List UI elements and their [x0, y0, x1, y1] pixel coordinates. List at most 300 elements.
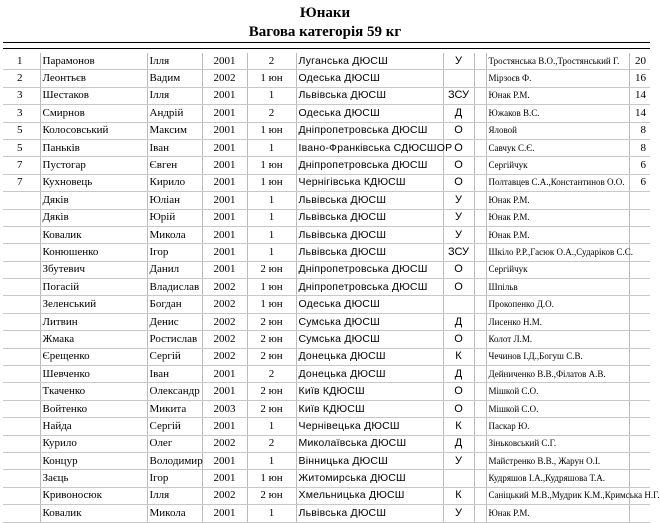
surname-cell: Смирнов [40, 105, 147, 122]
spacer-cell [474, 505, 486, 522]
surname-cell: Войтенко [40, 400, 147, 417]
rank-cell: 1 [247, 244, 296, 261]
org-cell: О [443, 122, 474, 139]
region-cell: Дніпропетровська ДЮСШ [296, 157, 443, 174]
table-row [3, 452, 650, 469]
year-cell: 2001 [202, 366, 247, 383]
spacer-cell [474, 487, 486, 504]
surname-cell: Паньків [40, 139, 147, 156]
rank-cell: 2 [247, 105, 296, 122]
surname-cell: Парамонов [40, 53, 147, 70]
coach-cell: Савчук С.Є. [486, 139, 629, 156]
org-cell: Д [443, 313, 474, 330]
spacer-cell [474, 418, 486, 435]
place-cell [3, 244, 40, 261]
surname-cell: Ковалик [40, 226, 147, 243]
place-cell [3, 226, 40, 243]
region-cell: Луганська ДЮСШ [296, 53, 443, 70]
region-cell: Хмельницька ДЮСШ [296, 487, 443, 504]
points-cell: 8 [629, 122, 650, 139]
table-row [3, 279, 650, 296]
coach-cell: Майстренко В.В., Жарун О.І. [486, 452, 629, 469]
name-cell: Іван [147, 366, 202, 383]
region-cell: Львівська ДЮСШ [296, 244, 443, 261]
org-cell: У [443, 226, 474, 243]
rank-cell: 1 [247, 192, 296, 209]
place-cell [3, 279, 40, 296]
table-row [3, 174, 650, 191]
spacer-cell [474, 174, 486, 191]
coach-cell: Дейниченко В.В.,Філатов А.В. [486, 366, 629, 383]
spacer-cell [474, 53, 486, 70]
table-row [3, 348, 650, 365]
points-cell: 14 [629, 87, 650, 104]
surname-cell: Найда [40, 418, 147, 435]
table-row [3, 400, 650, 417]
place-cell: 7 [3, 174, 40, 191]
points-cell [629, 296, 650, 313]
place-cell: 3 [3, 105, 40, 122]
rank-cell: 1 юн [247, 70, 296, 87]
place-cell: 5 [3, 139, 40, 156]
region-cell: Івано-Франківська СДЮСШОР [296, 139, 443, 156]
org-cell: О [443, 139, 474, 156]
coach-cell: Юнак Р.М. [486, 226, 629, 243]
rank-cell: 2 [247, 435, 296, 452]
name-cell: Іван [147, 139, 202, 156]
coach-cell: Мішкой С.О. [486, 400, 629, 417]
coach-cell: Сергійчук [486, 261, 629, 278]
spacer-cell [474, 383, 486, 400]
points-cell [629, 505, 650, 522]
surname-cell: Ковалик [40, 505, 147, 522]
org-cell [443, 470, 474, 487]
table-row [3, 70, 650, 87]
region-cell: Миколаївська ДЮСШ [296, 435, 443, 452]
spacer-cell [474, 279, 486, 296]
year-cell: 2002 [202, 348, 247, 365]
points-cell: 6 [629, 174, 650, 191]
rank-cell: 2 юн [247, 487, 296, 504]
rank-cell: 1 [247, 505, 296, 522]
surname-cell: Леонтьєв [40, 70, 147, 87]
table-row [3, 296, 650, 313]
coach-cell: Южаков В.С. [486, 105, 629, 122]
place-cell [3, 400, 40, 417]
region-cell: Донецька ДЮСШ [296, 366, 443, 383]
table-row [3, 470, 650, 487]
table-row [3, 226, 650, 243]
surname-cell: Конюшенко [40, 244, 147, 261]
spacer-cell [474, 226, 486, 243]
surname-cell: Шевченко [40, 366, 147, 383]
points-cell [629, 452, 650, 469]
points-cell: 8 [629, 139, 650, 156]
coach-cell: Прокопенко Д.О. [486, 296, 629, 313]
results-table [3, 53, 660, 523]
year-cell: 2002 [202, 313, 247, 330]
spacer-cell [474, 400, 486, 417]
coach-cell: Юнак Р.М. [486, 87, 629, 104]
name-cell: Денис [147, 313, 202, 330]
region-cell: Львівська ДЮСШ [296, 505, 443, 522]
rank-cell: 2 [247, 53, 296, 70]
coach-cell: Кудряшов І.А.,Кудряшова Т.А. [486, 470, 629, 487]
name-cell: Олег [147, 435, 202, 452]
name-cell: Вадим [147, 70, 202, 87]
table-row [3, 139, 650, 156]
place-cell [3, 505, 40, 522]
table-row [3, 505, 650, 522]
year-cell: 2001 [202, 209, 247, 226]
place-cell: 1 [3, 53, 40, 70]
surname-cell: Ткаченко [40, 383, 147, 400]
name-cell: Ілля [147, 53, 202, 70]
coach-cell: Тростянська В.О.,Тростянський Г. [486, 53, 629, 70]
spacer-cell [474, 244, 486, 261]
surname-cell: Шестаков [40, 87, 147, 104]
year-cell: 2001 [202, 261, 247, 278]
spacer-cell [474, 366, 486, 383]
place-cell [3, 418, 40, 435]
table-row [3, 209, 650, 226]
surname-cell: Концур [40, 452, 147, 469]
name-cell: Володимир [147, 452, 202, 469]
surname-cell: Жмака [40, 331, 147, 348]
name-cell: Микола [147, 226, 202, 243]
place-cell [3, 383, 40, 400]
place-cell [3, 296, 40, 313]
region-cell: Донецька ДЮСШ [296, 348, 443, 365]
place-cell [3, 331, 40, 348]
points-cell: 6 [629, 157, 650, 174]
rank-cell: 1 [247, 226, 296, 243]
table-row [3, 157, 650, 174]
name-cell: Євген [147, 157, 202, 174]
rank-cell: 2 юн [247, 313, 296, 330]
year-cell: 2002 [202, 487, 247, 504]
year-cell: 2001 [202, 53, 247, 70]
spacer-cell [474, 192, 486, 209]
org-cell: О [443, 157, 474, 174]
year-cell: 2001 [202, 157, 247, 174]
points-cell [629, 209, 650, 226]
org-cell: К [443, 487, 474, 504]
region-cell: Київ КДЮСШ [296, 400, 443, 417]
org-cell: Д [443, 435, 474, 452]
place-cell: 3 [3, 87, 40, 104]
place-cell [3, 348, 40, 365]
region-cell: Сумська ДЮСШ [296, 331, 443, 348]
spacer-cell [474, 209, 486, 226]
name-cell: Максим [147, 122, 202, 139]
points-cell [629, 226, 650, 243]
coach-cell: Колот Л.М. [486, 331, 629, 348]
region-cell: Житомирська ДЮСШ [296, 470, 443, 487]
spacer-cell [474, 331, 486, 348]
place-cell [3, 192, 40, 209]
name-cell: Владислав [147, 279, 202, 296]
year-cell: 2001 [202, 226, 247, 243]
coach-cell: Мірзоєв Ф. [486, 70, 629, 87]
year-cell: 2002 [202, 279, 247, 296]
name-cell: Ілля [147, 87, 202, 104]
points-cell [629, 348, 650, 365]
table-row [3, 313, 650, 330]
org-cell: К [443, 418, 474, 435]
surname-cell: Збутевич [40, 261, 147, 278]
coach-cell: Шкіло Р.Р.,Гасюк О.А.,Сударіков С.С. [486, 244, 629, 261]
coach-cell: Шпільв [486, 279, 629, 296]
org-cell: О [443, 279, 474, 296]
rank-cell: 1 [247, 139, 296, 156]
name-cell: Микола [147, 505, 202, 522]
year-cell: 2001 [202, 383, 247, 400]
spacer-cell [474, 435, 486, 452]
year-cell: 2002 [202, 70, 247, 87]
name-cell: Ігор [147, 244, 202, 261]
org-cell: У [443, 452, 474, 469]
table-row [3, 53, 650, 70]
year-cell: 2001 [202, 244, 247, 261]
points-cell [629, 192, 650, 209]
spacer-cell [474, 70, 486, 87]
place-cell [3, 470, 40, 487]
rank-cell: 2 юн [247, 383, 296, 400]
surname-cell: Дяків [40, 192, 147, 209]
table-row [3, 331, 650, 348]
region-cell: Чернівецька ДЮСШ [296, 418, 443, 435]
coach-cell: Чечинов І.Д.,Богуш С.В. [486, 348, 629, 365]
org-cell: К [443, 348, 474, 365]
place-cell [3, 487, 40, 504]
weight-category-title: Вагова категорія 59 кг [248, 24, 402, 40]
place-cell [3, 452, 40, 469]
coach-cell: Яловой [486, 122, 629, 139]
surname-cell: Єрещенко [40, 348, 147, 365]
year-cell: 2003 [202, 400, 247, 417]
surname-cell: Погасій [40, 279, 147, 296]
table-row [3, 383, 650, 400]
org-cell: О [443, 400, 474, 417]
divider-bottom [3, 48, 650, 49]
name-cell: Ростислав [147, 331, 202, 348]
spacer-cell [474, 313, 486, 330]
table-row [3, 487, 650, 504]
points-cell [629, 435, 650, 452]
rank-cell: 1 [247, 452, 296, 469]
org-cell: У [443, 192, 474, 209]
name-cell: Андрій [147, 105, 202, 122]
coach-cell: Мішкой С.О. [486, 383, 629, 400]
spacer-cell [474, 87, 486, 104]
name-cell: Богдан [147, 296, 202, 313]
name-cell: Юліан [147, 192, 202, 209]
region-cell: Чернігівська КДЮСШ [296, 174, 443, 191]
coach-cell: Саніцький М.В.,Мудрик К.М.,Кримська Н.Г. [486, 487, 629, 504]
surname-cell: Курило [40, 435, 147, 452]
table-row [3, 244, 650, 261]
coach-cell: Юнак Р.М. [486, 209, 629, 226]
region-cell: Дніпропетровська ДЮСШ [296, 122, 443, 139]
surname-cell: Зеленський [40, 296, 147, 313]
rank-cell: 2 [247, 366, 296, 383]
table-row [3, 87, 650, 104]
rank-cell: 2 юн [247, 331, 296, 348]
rank-cell: 2 юн [247, 261, 296, 278]
region-cell: Вінницька ДЮСШ [296, 452, 443, 469]
spacer-cell [474, 348, 486, 365]
points-cell: 20 [629, 53, 650, 70]
rank-cell: 2 юн [247, 400, 296, 417]
name-cell: Кирило [147, 174, 202, 191]
year-cell: 2001 [202, 505, 247, 522]
year-cell: 2001 [202, 470, 247, 487]
org-cell: У [443, 505, 474, 522]
surname-cell: Литвин [40, 313, 147, 330]
name-cell: Данил [147, 261, 202, 278]
rank-cell: 1 юн [247, 157, 296, 174]
coach-cell: Юнак Р.М. [486, 192, 629, 209]
rank-cell: 1 юн [247, 296, 296, 313]
table-row [3, 192, 650, 209]
place-cell: 2 [3, 70, 40, 87]
rank-cell: 1 юн [247, 279, 296, 296]
place-cell: 5 [3, 122, 40, 139]
coach-cell: Лисенко Н.М. [486, 313, 629, 330]
rank-cell: 1 [247, 209, 296, 226]
year-cell: 2001 [202, 192, 247, 209]
year-cell: 2001 [202, 452, 247, 469]
org-cell: О [443, 174, 474, 191]
org-cell: О [443, 331, 474, 348]
region-cell: Одеська ДЮСШ [296, 296, 443, 313]
region-cell: Дніпропетровська ДЮСШ [296, 261, 443, 278]
points-cell [629, 400, 650, 417]
points-cell [629, 279, 650, 296]
surname-cell: Кривоносюк [40, 487, 147, 504]
name-cell: Юрій [147, 209, 202, 226]
year-cell: 2001 [202, 174, 247, 191]
place-cell [3, 261, 40, 278]
name-cell: Микита [147, 400, 202, 417]
spacer-cell [474, 157, 486, 174]
rank-cell: 1 юн [247, 470, 296, 487]
name-cell: Олександр [147, 383, 202, 400]
region-cell: Львівська ДЮСШ [296, 209, 443, 226]
org-cell: У [443, 53, 474, 70]
org-cell: У [443, 209, 474, 226]
spacer-cell [474, 296, 486, 313]
table-row [3, 435, 650, 452]
coach-cell: Юнак Р.М. [486, 505, 629, 522]
surname-cell: Колосовський [40, 122, 147, 139]
points-cell [629, 383, 650, 400]
points-cell [629, 418, 650, 435]
region-cell: Київ КДЮСШ [296, 383, 443, 400]
rank-cell: 1 [247, 87, 296, 104]
region-cell: Одеська ДЮСШ [296, 70, 443, 87]
spacer-cell [474, 470, 486, 487]
year-cell: 2001 [202, 87, 247, 104]
points-cell: 16 [629, 70, 650, 87]
year-cell: 2002 [202, 331, 247, 348]
region-cell: Сумська ДЮСШ [296, 313, 443, 330]
name-cell: Сергій [147, 418, 202, 435]
region-cell: Львівська ДЮСШ [296, 226, 443, 243]
spacer-cell [474, 122, 486, 139]
points-cell [629, 261, 650, 278]
points-cell [629, 313, 650, 330]
year-cell: 2001 [202, 139, 247, 156]
table-row [3, 418, 650, 435]
spacer-cell [474, 452, 486, 469]
year-cell: 2002 [202, 296, 247, 313]
region-cell: Львівська ДЮСШ [296, 87, 443, 104]
coach-cell: Паскар Ю. [486, 418, 629, 435]
table-row [3, 261, 650, 278]
surname-cell: Кухновець [40, 174, 147, 191]
org-cell: ЗСУ [443, 244, 474, 261]
name-cell: Сергій [147, 348, 202, 365]
name-cell: Ігор [147, 470, 202, 487]
spacer-cell [474, 105, 486, 122]
name-cell: Ілля [147, 487, 202, 504]
surname-cell: Дяків [40, 209, 147, 226]
org-cell: О [443, 261, 474, 278]
rank-cell: 1 юн [247, 174, 296, 191]
year-cell: 2001 [202, 122, 247, 139]
org-cell: Д [443, 366, 474, 383]
year-cell: 2001 [202, 105, 247, 122]
place-cell: 7 [3, 157, 40, 174]
region-cell: Львівська ДЮСШ [296, 192, 443, 209]
spacer-cell [474, 261, 486, 278]
points-cell: 14 [629, 105, 650, 122]
year-cell: 2001 [202, 418, 247, 435]
table-row [3, 122, 650, 139]
coach-cell: Сергійчук [486, 157, 629, 174]
place-cell [3, 313, 40, 330]
org-cell: ЗСУ [443, 87, 474, 104]
page-title: Юнаки [299, 5, 351, 21]
coach-cell: Зіньковський С.Г. [486, 435, 629, 452]
org-cell: О [443, 383, 474, 400]
rank-cell: 1 [247, 418, 296, 435]
points-cell [629, 366, 650, 383]
points-cell [629, 470, 650, 487]
surname-cell: Пустогар [40, 157, 147, 174]
rank-cell: 1 юн [247, 122, 296, 139]
region-cell: Дніпропетровська ДЮСШ [296, 279, 443, 296]
org-cell: Д [443, 105, 474, 122]
region-cell: Одеська ДЮСШ [296, 105, 443, 122]
table-row [3, 366, 650, 383]
place-cell [3, 435, 40, 452]
divider-top [3, 42, 650, 43]
rank-cell: 2 юн [247, 348, 296, 365]
year-cell: 2002 [202, 435, 247, 452]
spacer-cell [474, 139, 486, 156]
points-cell [629, 331, 650, 348]
place-cell [3, 209, 40, 226]
coach-cell: Полтавцев С.А.,Константинов О.О. [486, 174, 629, 191]
place-cell [3, 366, 40, 383]
org-cell [443, 296, 474, 313]
surname-cell: Заєць [40, 470, 147, 487]
org-cell [443, 70, 474, 87]
table-row [3, 105, 650, 122]
